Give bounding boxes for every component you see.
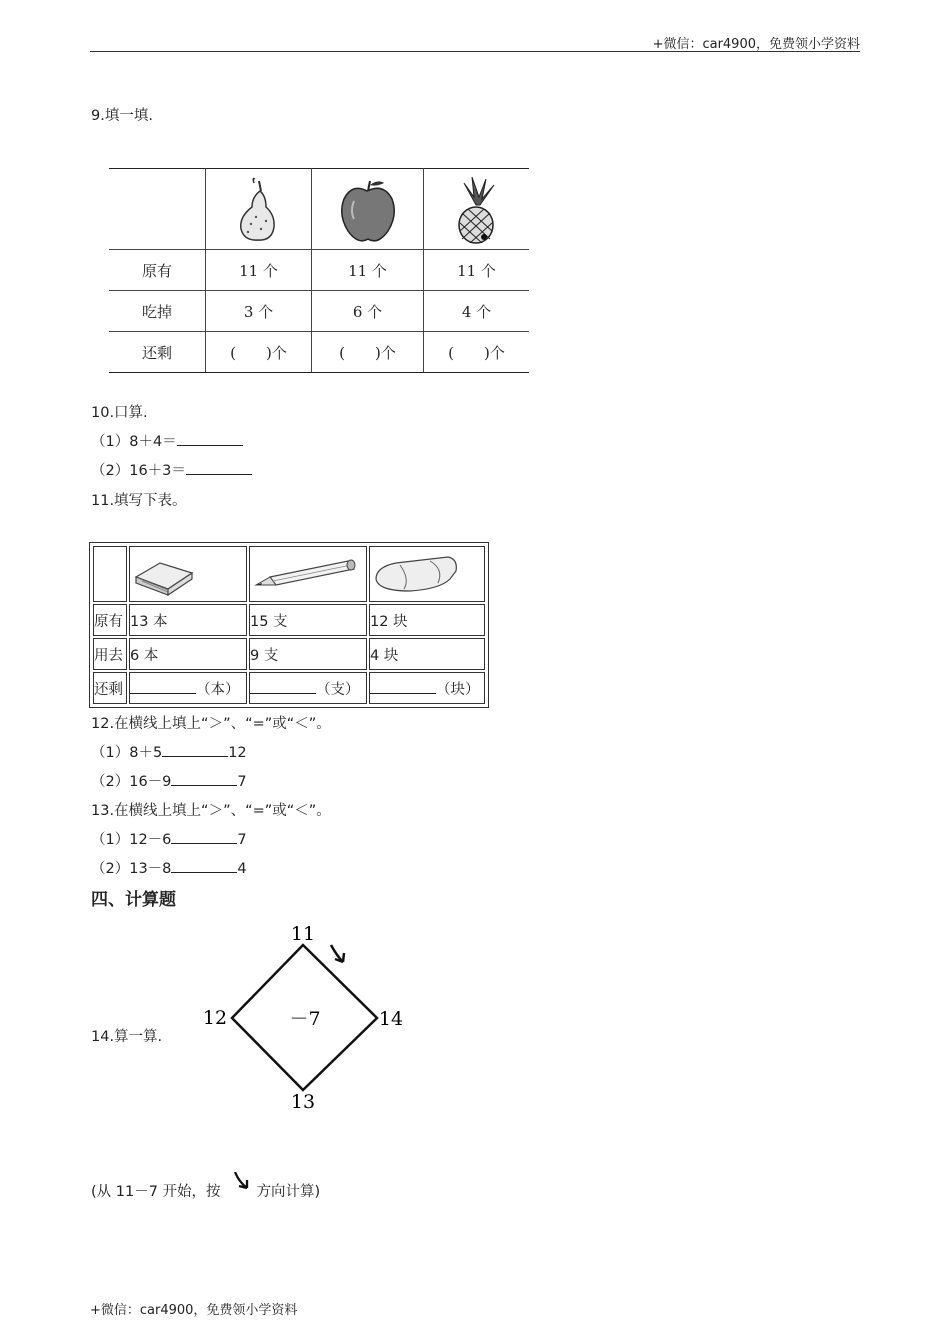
number-bottom: 13 [290,1091,316,1113]
pencil-icon [250,549,366,599]
q12-right: 12 [228,745,247,761]
q9-pear-cell [206,169,312,250]
q9-corner-cell [109,169,206,250]
q11-row-label: 用去 [93,638,127,670]
q12-left: （1）8＋5 [91,745,163,761]
q11-cell: 6 本 [129,638,247,670]
q10-item-1 [91,430,243,451]
q13-title: 13.在横线上填上“＞”、“=”或“＜”。 [91,803,331,819]
q11-answer-cell[interactable] [369,672,485,704]
q9-row-label: 吃掉 [109,291,206,332]
q9-cell: 11 个 [206,250,312,291]
q10-item-2 [91,459,252,480]
unit-label: （支） [316,681,360,698]
pear-icon [206,169,311,249]
pineapple-icon [424,169,529,249]
q9-cell: 4 个 [424,291,530,332]
book-icon [130,549,200,599]
q11-cell: 9 支 [249,638,367,670]
header-divider [90,51,860,52]
q14-note-before: (从 11－7 开始，按 [91,1184,221,1200]
q11-row-label: 原有 [93,604,127,636]
q9-cell: 6 个 [312,291,424,332]
q12-right: 7 [237,774,247,790]
q9-cell: 11 个 [312,250,424,291]
q11-title: 11.填写下表。 [91,493,187,509]
q9-title: 9.填一填. [91,108,153,124]
q12-title: 12.在横线上填上“＞”、“=”或“＜”。 [91,716,331,732]
answer-blank[interactable] [130,680,196,694]
arrow-icon [331,945,344,962]
arrow-icon [229,1172,257,1198]
q9-answer-cell[interactable]: ( )个 [424,332,530,373]
q11-cell: 4 块 [369,638,485,670]
q11-table-frame [89,542,489,708]
q11-book-cell [129,546,247,602]
q10-title: 10.口算. [91,405,148,421]
q11-cell: 13 本 [129,604,247,636]
q11-cell: 15 支 [249,604,367,636]
q9-answer-cell[interactable]: ( )个 [312,332,424,373]
q11-answer-cell[interactable] [249,672,367,704]
answer-blank[interactable] [171,859,237,873]
q14-note-after: 方向计算) [256,1184,321,1200]
q14-note [91,1172,320,1201]
number-top: 11 [290,923,316,945]
q9-answer-cell[interactable]: ( )个 [206,332,312,373]
eraser-icon [370,549,460,599]
q12-left: （2）16－9 [91,774,172,790]
q13-left: （2）13－8 [91,861,172,877]
center-operation: －7 [289,1008,321,1030]
q11-answer-cell[interactable] [129,672,247,704]
q11-row-label: 还剩 [93,672,127,704]
q13-left: （1）12－6 [91,832,172,848]
answer-blank[interactable] [177,432,243,446]
q11-pencil-cell [249,546,367,602]
answer-blank[interactable] [162,743,228,757]
unit-label: （本） [196,681,240,698]
answer-blank[interactable] [171,772,237,786]
q10-expression: （1）8＋4＝ [91,434,177,450]
number-left: 12 [202,1007,228,1029]
q9-table [109,168,529,373]
answer-blank[interactable] [370,680,436,694]
q10-expression: （2）16＋3＝ [91,463,186,479]
q9-apple-cell [312,169,424,250]
q13-item-1 [91,828,247,849]
q9-row-label: 原有 [109,250,206,291]
q11-corner-cell [93,546,127,602]
answer-blank[interactable] [171,830,237,844]
q11-eraser-cell [369,546,485,602]
q12-item-2 [91,770,247,791]
answer-blank[interactable] [250,680,316,694]
q14-title: 14.算一算. [91,1029,163,1045]
footer-text: +微信：car4900，免费领小学资料 [90,1303,298,1318]
q11-cell: 12 块 [369,604,485,636]
section-title: 四、计算题 [91,890,176,910]
header-text: +微信：car4900，免费领小学资料 [652,37,860,52]
answer-blank[interactable] [186,461,252,475]
q13-right: 4 [237,861,247,877]
number-right: 14 [378,1008,404,1030]
q14-diamond-diagram [195,918,415,1118]
q13-item-2 [91,857,247,878]
q12-item-1 [91,741,247,762]
apple-icon [312,169,423,249]
q9-row-label: 还剩 [109,332,206,373]
unit-label: （块） [436,681,480,698]
q13-right: 7 [237,832,247,848]
q9-cell: 11 个 [424,250,530,291]
q9-pineapple-cell [424,169,530,250]
q9-cell: 3 个 [206,291,312,332]
q11-table [91,544,487,706]
